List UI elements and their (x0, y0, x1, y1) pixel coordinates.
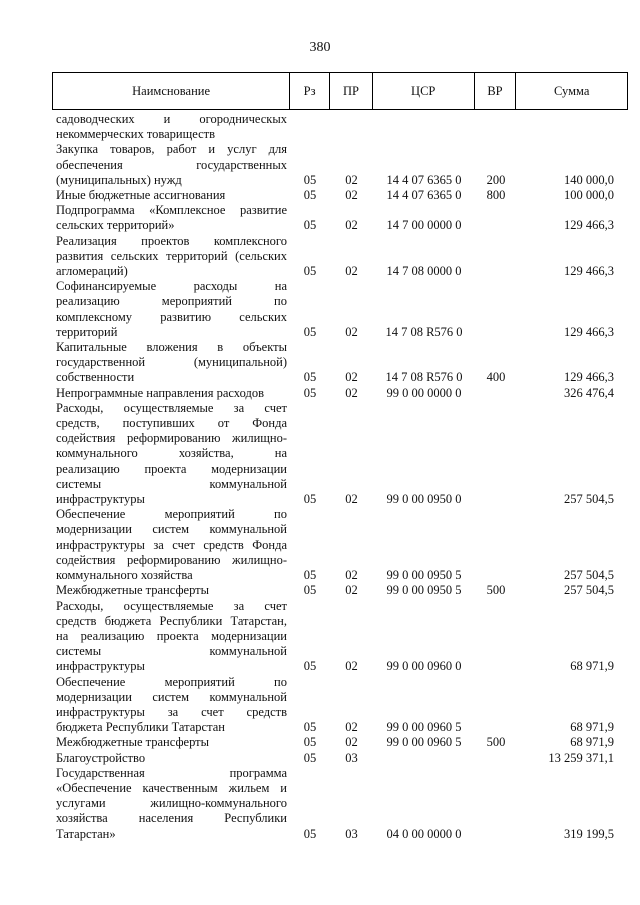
row-name (52, 735, 290, 750)
row-name-line: (муниципальных) нужд (56, 172, 182, 187)
table-row (52, 142, 628, 188)
table-row (52, 340, 628, 386)
row-rz: 05 (303, 218, 317, 233)
row-name (52, 675, 290, 736)
row-sum: 129 466,3 (564, 264, 614, 279)
row-name-line: Подпрограмма «Комплексное развитие (56, 203, 287, 218)
row-name (52, 234, 290, 280)
row-pr: 02 (345, 659, 358, 674)
row-name-line: садоводческих и огородническых (56, 112, 287, 126)
row-name-line: системы коммунальной (56, 644, 287, 659)
table-row (52, 675, 628, 736)
column-header-sum: Сумма (553, 83, 590, 98)
row-rz: 05 (303, 659, 317, 674)
row-name (52, 599, 290, 675)
table-row (52, 401, 628, 507)
row-rz: 05 (303, 324, 317, 339)
column-header-csr: ЦСР (373, 73, 475, 109)
row-name-line: модернизации систем коммунальной (56, 689, 287, 704)
row-pr: 02 (345, 720, 358, 735)
row-name-line: собственности (56, 370, 135, 385)
row-name-line: Расходы, осуществляемые за счет (56, 400, 287, 415)
column-header-vr: ВР (475, 73, 517, 109)
row-name-line: Благоустройство (56, 750, 146, 765)
row-csr: 14 7 08 R576 0 (385, 370, 463, 385)
row-name-line: услугами жилищно-коммунального (56, 796, 287, 811)
table-row (52, 735, 628, 750)
row-name-line: обеспечения государственных (56, 157, 287, 172)
row-sum: 68 971,9 (570, 720, 614, 735)
row-vr: 500 (486, 735, 506, 750)
row-csr: 14 7 08 R576 0 (385, 324, 463, 339)
row-rz: 05 (303, 264, 317, 279)
row-name (52, 386, 290, 401)
row-name-line: инфраструктуры за счет средств Фонда (56, 537, 287, 552)
row-csr: 99 0 00 0950 5 (386, 583, 462, 598)
table-body (52, 112, 628, 842)
column-header-rz: Рз (290, 73, 330, 109)
row-name-line: Обеспечение мероприятий по (56, 674, 287, 689)
row-name (52, 507, 290, 583)
row-name-line: Реализация проектов комплексного (56, 233, 287, 248)
row-name-line: сельских территорий» (56, 218, 175, 233)
row-name-line: системы коммунальной (56, 476, 287, 491)
row-csr: 14 4 07 6365 0 (386, 188, 462, 203)
table-header (52, 72, 628, 110)
row-name-line: развития сельских территорий (сельских (56, 248, 287, 263)
row-vr: 400 (486, 370, 506, 385)
row-csr: 99 0 00 0950 5 (386, 568, 462, 583)
row-rz: 05 (303, 188, 317, 203)
table-row (52, 507, 628, 583)
row-vr: 800 (486, 188, 506, 203)
row-name-line: Государственная программа (56, 765, 287, 780)
row-sum: 68 971,9 (570, 735, 614, 750)
row-name-line: бюджета Республики Татарстан (56, 720, 225, 735)
row-sum: 129 466,3 (564, 370, 614, 385)
row-name-line: инфраструктуры за счет средств (56, 704, 287, 719)
row-rz: 05 (303, 750, 317, 765)
row-rz: 05 (303, 568, 317, 583)
row-sum: 100 000,0 (564, 188, 614, 203)
row-rz: 05 (303, 735, 317, 750)
row-vr: 200 (486, 172, 506, 187)
row-name-line: Капитальные вложения в объекты (56, 340, 287, 355)
row-csr: 14 7 08 0000 0 (386, 264, 462, 279)
row-name (52, 188, 290, 203)
row-name (52, 142, 290, 188)
row-name (52, 203, 290, 233)
row-rz: 05 (303, 172, 317, 187)
row-name-line: Обеспечение мероприятий по (56, 507, 287, 522)
row-name (52, 401, 290, 507)
page-number: 380 (309, 40, 331, 55)
table-row (52, 279, 628, 340)
table-row (52, 188, 628, 203)
row-pr: 02 (345, 370, 358, 385)
row-sum: 257 504,5 (564, 568, 614, 583)
row-name-line: коммунального хозяйства (56, 568, 193, 583)
row-name (52, 583, 290, 598)
row-pr: 02 (345, 583, 358, 598)
row-name-line: Непрограммные направления расходов (56, 385, 264, 400)
row-pr: 02 (345, 385, 358, 400)
row-pr: 02 (345, 264, 358, 279)
row-name-line: государственной (муниципальной) (56, 355, 287, 370)
row-name (52, 112, 290, 142)
row-sum: 13 259 371,1 (548, 750, 614, 765)
row-sum: 68 971,9 (570, 659, 614, 674)
row-name-line: содействия реформированию жилищно- (56, 552, 287, 567)
table-row (52, 583, 628, 598)
table-row (52, 203, 628, 233)
table-row (52, 234, 628, 280)
row-sum: 257 504,5 (564, 583, 614, 598)
row-rz: 05 (303, 583, 317, 598)
table-row (52, 599, 628, 675)
row-csr: 99 0 00 0950 0 (386, 492, 462, 507)
row-name-line: Межбюджетные трансферты (56, 735, 210, 750)
row-rz: 05 (303, 826, 317, 841)
row-sum: 140 000,0 (564, 172, 614, 187)
row-name (52, 751, 290, 766)
table-row (52, 386, 628, 401)
row-sum: 129 466,3 (564, 218, 614, 233)
table-row (52, 112, 628, 142)
table-row (52, 751, 628, 766)
row-name-line: инфраструктуры (56, 659, 145, 674)
row-name-line: содействия реформированию жилищно- (56, 431, 287, 446)
row-name-line: средств, поступивших от Фонда (56, 416, 287, 431)
row-sum: 319 199,5 (564, 826, 614, 841)
row-name-line: Татарстан» (56, 826, 116, 841)
row-name-line: агломераций) (56, 264, 128, 279)
row-pr: 03 (345, 750, 358, 765)
row-vr: 500 (486, 583, 506, 598)
row-pr: 02 (345, 172, 358, 187)
row-name-line: реализацию проекта модернизации (56, 461, 287, 476)
row-name-line: Софинансируемые расходы на (56, 279, 287, 294)
row-pr: 02 (345, 218, 358, 233)
row-rz: 05 (303, 385, 317, 400)
row-name-line: комплексному развитию сельских (56, 309, 287, 324)
row-pr: 03 (345, 826, 358, 841)
row-rz: 05 (303, 370, 317, 385)
row-name-line: средств бюджета Республики Татарстан, (56, 613, 287, 628)
row-pr: 02 (345, 735, 358, 750)
row-name-line: Расходы, осуществляемые за счет (56, 598, 287, 613)
row-name-line: Иные бюджетные ассигнования (56, 188, 226, 203)
row-name (52, 340, 290, 386)
row-name-line: модернизации систем коммунальной (56, 522, 287, 537)
row-sum: 257 504,5 (564, 492, 614, 507)
row-name-line: коммунального хозяйства, на (56, 446, 287, 461)
table-row (52, 766, 628, 842)
row-pr: 02 (345, 324, 358, 339)
row-csr: 99 0 00 0960 5 (386, 720, 462, 735)
row-name (52, 279, 290, 340)
row-name (52, 766, 290, 842)
row-csr: 14 4 07 6365 0 (386, 172, 462, 187)
row-name-line: «Обеспечение качественным жильем и (56, 780, 287, 795)
row-name-line: Межбюджетные трансферты (56, 583, 210, 598)
row-pr: 02 (345, 492, 358, 507)
row-name-line: хозяйства населения Республики (56, 811, 287, 826)
row-csr: 99 0 00 0960 5 (386, 735, 462, 750)
column-header-pr: ПР (330, 73, 373, 109)
row-csr: 99 0 00 0960 0 (386, 659, 462, 674)
column-header-name: Наимснование (53, 73, 290, 109)
row-name-line: на реализацию проекта модернизации (56, 628, 287, 643)
row-csr: 04 0 00 0000 0 (386, 826, 462, 841)
row-csr: 99 0 00 0000 0 (386, 385, 462, 400)
row-name-line: территорий (56, 324, 118, 339)
row-pr: 02 (345, 188, 358, 203)
row-csr: 14 7 00 0000 0 (386, 218, 462, 233)
row-sum: 129 466,3 (564, 324, 614, 339)
row-name-line: реализацию мероприятий по (56, 294, 287, 309)
row-name-line: Закупка товаров, работ и услуг для (56, 142, 287, 157)
row-rz: 05 (303, 720, 317, 735)
row-sum: 326 476,4 (564, 385, 614, 400)
row-name-line: некоммерческих товариществ (56, 127, 215, 142)
row-name-line: инфраструктуры (56, 492, 145, 507)
row-pr: 02 (345, 568, 358, 583)
row-rz: 05 (303, 492, 317, 507)
